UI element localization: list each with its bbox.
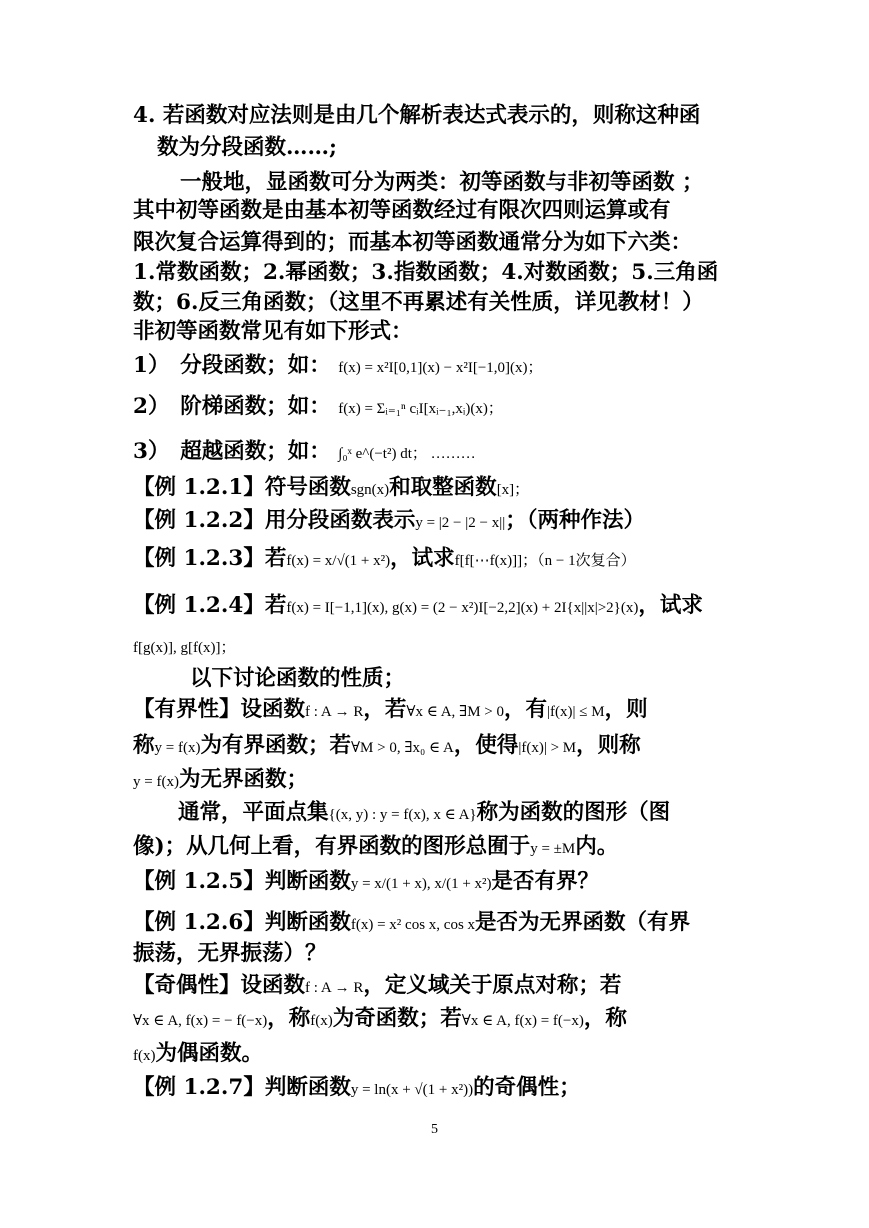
example-1-2-4: 【例 1.2.4】若f(x) = I[−1,1](x), g(x) = (2 − x²)I[−2,2](x) + 2I{x||x|>2}(x)，试求	[133, 593, 703, 618]
text-line: 4. 若函数对应法则是由几个解析表达式表示的，则称这种函	[133, 103, 701, 128]
text-line: 其中初等函数是由基本初等函数经过有限次四则运算或有	[133, 198, 671, 223]
example-1-2-6: 【例 1.2.6】判断函数f(x) = x² cos x, cos x是否为无界函数（有界	[133, 910, 691, 935]
formula: sgn(x)	[350, 482, 390, 498]
formula: y = x/(1 + x), x/(1 + x²)	[350, 876, 492, 892]
list-item: 3） 超越函数；如： ∫₀ˣ e^(−t²) dt； ………	[133, 439, 476, 464]
formula: y = ±M	[530, 841, 576, 857]
text-line: y = f(x)为无界函数；	[133, 767, 308, 792]
formula: [x]；	[496, 482, 530, 498]
formula: |f(x)| ≤ M	[547, 704, 605, 720]
parity-definition: 【奇偶性】设函数f : A → R，定义域关于原点对称；若	[133, 973, 622, 998]
text-line: 数；6.反三角函数；（这里不再累述有关性质，详见教材！）	[133, 290, 704, 315]
formula: f : A → R	[305, 704, 364, 720]
formula: f(x) = Σᵢ₌₁ⁿ cᵢI[xᵢ₋₁,xᵢ)(x)；	[338, 401, 503, 417]
formula: f[f[⋯f(x)]]；（n − 1次复合）	[454, 553, 636, 569]
formula: f[g(x)], g[f(x)]；	[133, 640, 236, 656]
example-1-2-2: 【例 1.2.2】用分段函数表示y = |2 − |2 − x||；（两种作法）	[133, 508, 645, 533]
formula: y = |2 − |2 − x||	[415, 515, 506, 531]
text-line: 以下讨论函数的性质；	[190, 666, 406, 691]
list-item: 2） 阶梯函数；如： f(x) = Σᵢ₌₁ⁿ cᵢI[xᵢ₋₁,xᵢ)(x)；	[133, 394, 503, 419]
formula: |f(x)| > M	[518, 740, 577, 756]
list-item: 1） 分段函数；如： f(x) = x²I[0,1](x) − x²I[−1,0](x)；	[133, 353, 543, 378]
formula: f(x) = x²I[0,1](x) − x²I[−1,0](x)；	[338, 360, 543, 376]
formula: ∫₀ˣ e^(−t²) dt； ………	[338, 446, 476, 462]
formula: ∀x ∈ A, f(x) = f(−x)	[461, 1013, 584, 1029]
example-1-2-1: 【例 1.2.1】符号函数sgn(x)和取整函数[x]；	[133, 475, 530, 500]
formula: f(x) = x/√(1 + x²)	[286, 553, 391, 569]
formula: y = f(x)	[154, 740, 201, 756]
formula: y = ln(x + √(1 + x²))	[350, 1082, 474, 1098]
text-line: ∀x ∈ A, f(x) = − f(−x)，称f(x)为奇函数；若∀x ∈ A, f(x) = f(−x)，称	[133, 1006, 627, 1031]
example-1-2-5: 【例 1.2.5】判断函数y = x/(1 + x), x/(1 + x²)是否有界？	[133, 869, 600, 894]
formula: y = f(x)	[133, 774, 179, 790]
text-line: 称y = f(x)为有界函数；若∀M > 0, ∃x₀ ∈ A，使得|f(x)| > M，则称	[133, 733, 641, 758]
formula: {(x, y) : y = f(x), x ∈ A}	[328, 807, 477, 823]
page-number: 5	[431, 1122, 438, 1137]
boundedness-definition: 【有界性】设函数f : A → R，若∀x ∈ A, ∃M > 0，有|f(x)| ≤ M，则	[133, 697, 648, 722]
formula: ∀x ∈ A, f(x) = − f(−x)	[133, 1013, 268, 1029]
text-line: 1.常数函数；2.幂函数；3.指数函数；4.对数函数；5.三角函	[133, 260, 719, 285]
text-line: 非初等函数常见有如下形式：	[133, 319, 413, 344]
text-line: f(x)为偶函数。	[133, 1041, 264, 1066]
formula: ∀M > 0, ∃x₀ ∈ A	[350, 740, 454, 756]
formula: ∀x ∈ A, ∃M > 0	[406, 704, 504, 720]
text-line	[133, 630, 739, 664]
text-line: 像)；从几何上看，有界函数的图形总囿于y = ±M内。	[133, 834, 619, 859]
text-line: 通常，平面点集{(x, y) : y = f(x), x ∈ A}称为函数的图形（图	[178, 800, 671, 825]
formula: f(x)	[310, 1013, 333, 1029]
text-line: 一般地，显函数可分为两类：初等函数与非初等函数 ；	[180, 170, 704, 195]
formula: f(x) = x² cos x, cos x	[350, 917, 476, 933]
example-1-2-7: 【例 1.2.7】判断函数y = ln(x + √(1 + x²))的奇偶性；	[133, 1075, 581, 1100]
example-1-2-3: 【例 1.2.3】若f(x) = x/√(1 + x²)，试求f[f[⋯f(x)]]；（n − 1次复合）	[133, 546, 636, 571]
formula: f : A → R	[305, 980, 364, 996]
text-line: 数为分段函数……;	[157, 135, 337, 160]
text-line: 振荡，无界振荡）？	[133, 941, 327, 966]
formula: f(x)	[133, 1048, 156, 1064]
formula: f(x) = I[−1,1](x), g(x) = (2 − x²)I[−2,2](x) + 2I{x||x|>2}(x)	[286, 600, 639, 616]
text-line: 限次复合运算得到的；而基本初等函数通常分为如下六类：	[133, 230, 693, 255]
